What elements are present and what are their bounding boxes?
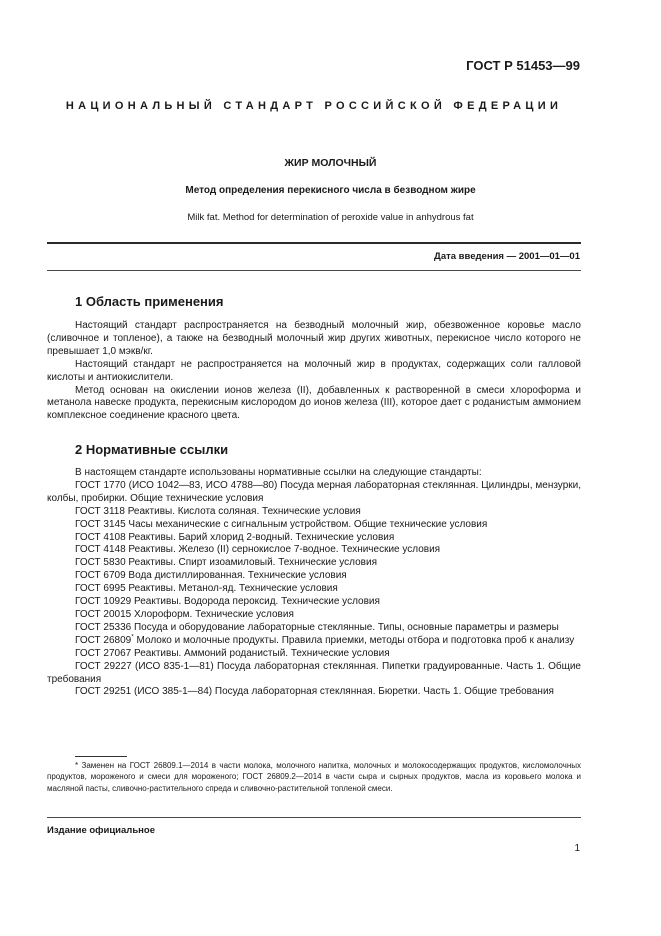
reference-item: ГОСТ 27067 Реактивы. Аммоний роданистый. Технические условия (75, 647, 390, 659)
footnote-marker[interactable]: * (131, 633, 134, 641)
date-divider (47, 270, 581, 271)
introduction-date: Дата введения — 2001—01—01 (434, 251, 580, 262)
reference-item: ГОСТ 1770 (ИСО 1042—83, ИСО 4788—80) Посуда мерная лабораторная стеклянная. Цилиндры, мензурки, колбы, пробирки. Общие технические условия (47, 479, 581, 504)
section-1-paragraph: Настоящий стандарт распространяется на безводный молочный жир, обезвоженное коровье масло (сливочное и топленое), а также на безводный молочный жир других животных, перекисное число которого не превышает 1,0 мэкв/кг. (47, 320, 581, 357)
document-title: ЖИР МОЛОЧНЫЙ (284, 157, 377, 169)
reference-item: ГОСТ 4108 Реактивы. Барий хлорид 2-водный. Технические условия (75, 531, 395, 543)
reference-item: ГОСТ 29227 (ИСО 835-1—81) Посуда лабораторная стеклянная. Пипетки градуированные. Часть 1. Общие требования (47, 660, 581, 685)
title-divider (47, 242, 581, 244)
reference-item: ГОСТ 3145 Часы механические с сигнальным устройством. Общие технические условия (75, 518, 488, 530)
footer-divider (47, 817, 581, 818)
reference-item: ГОСТ 6709 Вода дистиллированная. Технические условия (75, 570, 347, 582)
reference-title: Молоко и молочные продукты. Правила приемки, методы отбора и подготовка проб к анализу (133, 634, 575, 646)
document-title-english: Milk fat. Method for determination of peroxide value in anhydrous fat (187, 212, 474, 223)
reference-item: ГОСТ 6995 Реактивы. Метанол-яд. Технические условия (75, 583, 338, 595)
reference-item: ГОСТ 20015 Хлороформ. Технические условия (75, 608, 294, 620)
section-1-paragraph: Метод основан на окислении ионов железа (II), добавленных к растворенной в смеси хлороформа и метанола навеске продукта, перекисным кислородом до ионов железа (III), которое дает с роданистым аммонием комплексное соединение красного цвета. (47, 384, 581, 422)
reference-item: ГОСТ 10929 Реактивы. Водорода пероксид. Технические условия (75, 596, 380, 608)
reference-item: ГОСТ 3118 Реактивы. Кислота соляная. Технические условия (75, 505, 361, 517)
section-1-paragraph: Настоящий стандарт не распространяется на молочный жир в продуктах, содержащих соли галловой кислоты и антиокислители. (47, 358, 581, 383)
section-2-body (47, 467, 581, 699)
references-intro: В настоящем стандарте использованы нормативные ссылки на следующие стандарты: (75, 467, 482, 478)
reference-item: ГОСТ 29251 (ИСО 385-1—84) Посуда лабораторная стеклянная. Бюретки. Часть 1. Общие требования (75, 686, 554, 698)
reference-item: ГОСТ 25336 Посуда и оборудование лабораторные стеклянные. Типы, основные параметры и размеры (75, 621, 559, 633)
standard-code: ГОСТ Р 51453—99 (466, 58, 580, 73)
footnote-divider (75, 756, 127, 757)
reference-code: ГОСТ 26809 (75, 634, 132, 646)
document-subtitle: Метод определения перекисного числа в безводном жире (185, 185, 476, 196)
reference-item: ГОСТ 5830 Реактивы. Спирт изоамиловый. Технические условия (75, 557, 377, 569)
page-number: 1 (574, 843, 580, 854)
footnote-text: * Заменен на ГОСТ 26809.1—2014 в части молока, молочного напитка, молочных и молокосодержащих продуктов, кисломолочных продуктов, мороженого и смеси для мороженого; ГОСТ 26809.2—2014 в части сыра и сырных продуктов, масла из коровьего молока и масляной пасты, сливочно-растительного спреда и сливочно-растительной топленой смеси. (47, 761, 581, 793)
section-1-body (47, 320, 581, 423)
reference-item: ГОСТ 4148 Реактивы. Железо (II) сернокислое 7-водное. Технические условия (75, 544, 441, 556)
national-standard-title: НАЦИОНАЛЬНЫЙ СТАНДАРТ РОССИЙСКОЙ ФЕДЕРАЦИИ (65, 100, 563, 112)
official-edition-label: Издание официальное (47, 825, 155, 836)
section-2-heading: 2 Нормативные ссылки (75, 442, 229, 457)
footnote (47, 760, 581, 794)
reference-item-26809 (47, 635, 581, 648)
section-1-heading: 1 Область применения (75, 294, 224, 309)
